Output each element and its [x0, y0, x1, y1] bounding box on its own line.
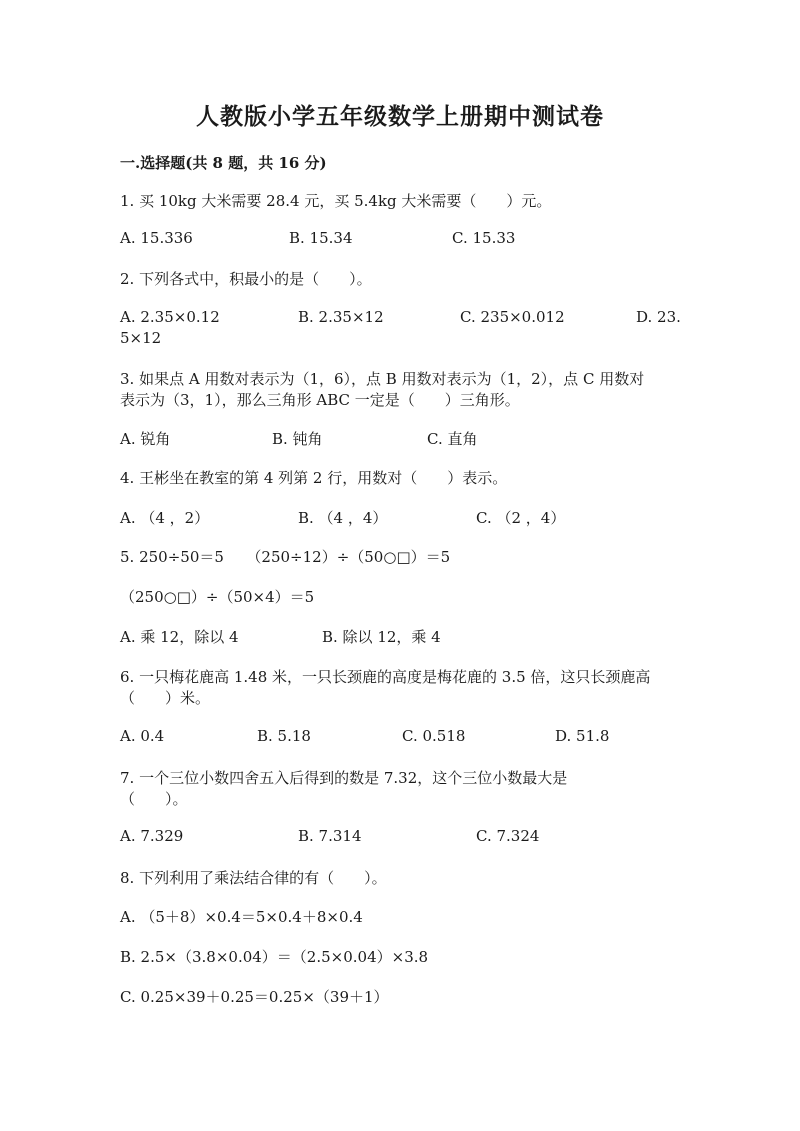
question-8-option-b[interactable]: B. 2.5×（3.8×0.04）＝（2.5×0.04）×3.8 — [120, 948, 429, 966]
question-2-option-a[interactable]: A. 2.35×0.12 — [120, 308, 220, 326]
question-2-option-d-wrap: 5×12 — [120, 329, 162, 347]
question-3-option-a[interactable]: A. 锐角 — [120, 430, 171, 448]
question-1-option-c[interactable]: C. 15.33 — [452, 229, 516, 247]
question-2-stem: 2. 下列各式中，积最小的是（ ）。 — [120, 270, 372, 288]
question-4-option-b[interactable]: B. （4 ，4） — [298, 509, 388, 527]
question-6-option-d[interactable]: D. 51.8 — [555, 727, 610, 745]
question-6-option-b[interactable]: B. 5.18 — [257, 727, 311, 745]
question-8-option-a[interactable]: A. （5＋8）×0.4＝5×0.4＋8×0.4 — [120, 908, 363, 926]
question-5-option-b[interactable]: B. 除以 12，乘 4 — [322, 628, 441, 646]
question-3-stem-line-1: 3. 如果点 A 用数对表示为（1，6），点 B 用数对表示为（1，2），点 C 用数对 — [120, 370, 645, 388]
question-6-option-a[interactable]: A. 0.4 — [120, 727, 165, 745]
question-6-stem-line-1: 6. 一只梅花鹿高 1.48 米，一只长颈鹿的高度是梅花鹿的 3.5 倍，这只长颈鹿高 — [120, 668, 651, 686]
question-7-option-a[interactable]: A. 7.329 — [120, 827, 184, 845]
question-4-option-a[interactable]: A. （4 ，2） — [120, 509, 210, 527]
question-8-option-c[interactable]: C. 0.25×39＋0.25＝0.25×（39＋1） — [120, 988, 389, 1006]
question-5-stem-line-1: 5. 250÷50＝5 （250÷12）÷（50○□）＝5 — [120, 548, 451, 566]
question-3-option-c[interactable]: C. 直角 — [427, 430, 478, 448]
question-5-option-a[interactable]: A. 乘 12，除以 4 — [120, 628, 239, 646]
question-4-stem: 4. 王彬坐在教室的第 4 列第 2 行，用数对（ ）表示。 — [120, 469, 508, 487]
question-4-option-c[interactable]: C. （2 ，4） — [476, 509, 566, 527]
question-7-stem-line-1: 7. 一个三位小数四舍五入后得到的数是 7.32，这个三位小数最大是 — [120, 769, 568, 787]
question-2-option-b[interactable]: B. 2.35×12 — [298, 308, 384, 326]
question-5-stem-line-2: （250○□）÷（50×4）＝5 — [120, 588, 315, 606]
question-2-option-c[interactable]: C. 235×0.012 — [460, 308, 565, 326]
question-6-stem-line-2: （ ）米。 — [120, 689, 211, 707]
question-1-option-a[interactable]: A. 15.336 — [120, 229, 193, 247]
question-2-option-d[interactable]: D. 23. — [636, 308, 681, 326]
question-1-stem: 1. 买 10kg 大米需要 28.4 元，买 5.4kg 大米需要（ ）元。 — [120, 192, 552, 210]
section-heading: 一.选择题(共 8 题，共 16 分) — [120, 154, 327, 172]
question-3-stem-line-2: 表示为（3，1），那么三角形 ABC 一定是（ ）三角形。 — [120, 391, 520, 409]
question-6-option-c[interactable]: C. 0.518 — [402, 727, 466, 745]
question-7-option-b[interactable]: B. 7.314 — [298, 827, 362, 845]
question-7-option-c[interactable]: C. 7.324 — [476, 827, 540, 845]
page-title: 人教版小学五年级数学上册期中测试卷 — [196, 103, 604, 130]
question-7-stem-line-2: （ ）。 — [120, 790, 188, 808]
question-8-stem: 8. 下列利用了乘法结合律的有（ ）。 — [120, 869, 387, 887]
question-3-option-b[interactable]: B. 钝角 — [272, 430, 323, 448]
question-1-option-b[interactable]: B. 15.34 — [289, 229, 353, 247]
